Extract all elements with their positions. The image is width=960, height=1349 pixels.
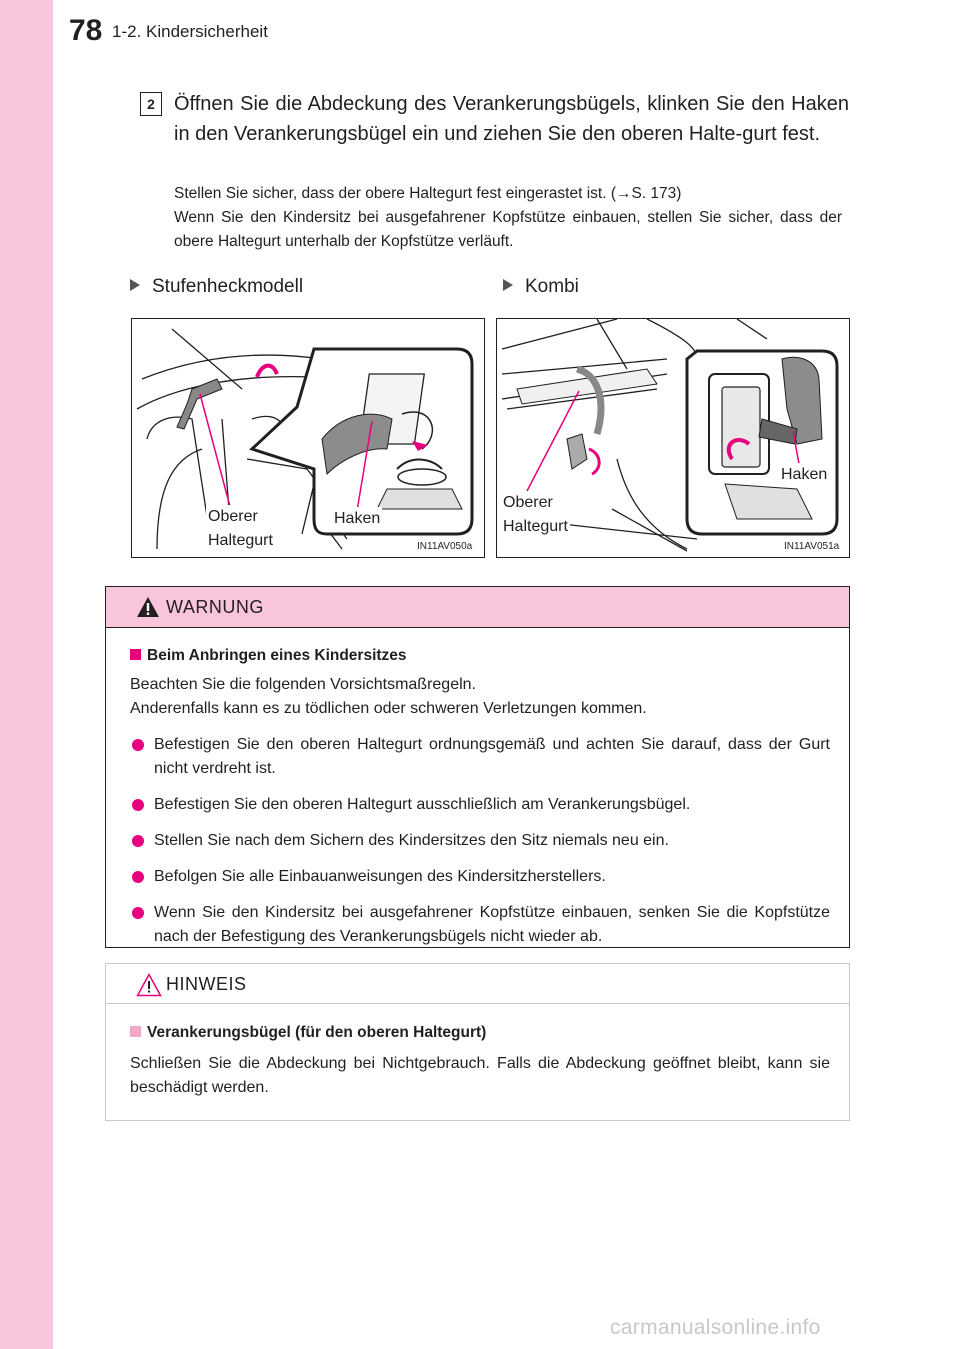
callout-strap: Oberer Haltegurt bbox=[206, 505, 275, 553]
triangle-bullet-icon bbox=[503, 279, 513, 291]
square-bullet-icon bbox=[130, 1026, 141, 1037]
circle-bullet-icon bbox=[132, 799, 144, 811]
callout-hook: Haken bbox=[779, 463, 829, 487]
triangle-bullet-icon bbox=[130, 279, 140, 291]
section-title: 1-2. Kindersicherheit bbox=[112, 22, 268, 41]
notice-text: Schließen Sie die Abdeckung bei Nichtgebrauch. Falls die Abdeckung geöffnet bleibt, kann sie beschädigt werden. bbox=[130, 1055, 830, 1096]
sedan-illustration bbox=[132, 319, 484, 557]
warning-body bbox=[130, 645, 830, 949]
step-note: Wenn Sie den Kindersitz bei ausgefahrener Kopfstütze einbauen, stellen Sie sicher, dass der obere Haltegurt unterhalb der Kopfstütze verläuft. bbox=[174, 209, 842, 250]
notice-body bbox=[130, 1022, 830, 1100]
notice-heading: Verankerungsbügel (für den oberen Haltegurt) bbox=[130, 1022, 830, 1044]
warning-title: WARNUNG bbox=[166, 597, 264, 617]
warning-bullet: Befestigen Sie den oberen Haltegurt ordnungsgemäß und achten Sie darauf, dass der Gurt nicht verdreht ist. bbox=[130, 733, 830, 781]
figure-label-sedan: Stufenheckmodell bbox=[130, 276, 303, 298]
warning-bullet: Wenn Sie den Kindersitz bei ausgefahrener Kopfstütze einbauen, senken Sie die Kopfstütze nach der Befestigung des Verankerungsbügels nicht wieder ab. bbox=[130, 901, 830, 949]
figure-sedan bbox=[131, 318, 485, 558]
step-notes bbox=[174, 182, 842, 254]
step-number-badge: 2 bbox=[140, 92, 162, 116]
notice-triangle-icon bbox=[136, 973, 162, 997]
step-instruction: Öffnen Sie die Abdeckung des Verankerungsbügels, klinken Sie den Haken in den Verankerungsbügel ein und ziehen Sie den oberen Halte-gurt fest. bbox=[174, 93, 849, 145]
figure-code: IN11AV050a bbox=[417, 541, 473, 552]
circle-bullet-icon bbox=[132, 871, 144, 883]
square-bullet-icon bbox=[130, 649, 141, 660]
warning-intro: Beachten Sie die folgenden Vorsichtsmaßregeln. Anderenfalls kann es zu tödlichen oder schweren Verletzungen kommen. bbox=[130, 676, 647, 717]
notice-box bbox=[105, 963, 850, 1121]
figure-wagon bbox=[496, 318, 850, 558]
warning-bullet: Befestigen Sie den oberen Haltegurt ausschließlich am Verankerungsbügel. bbox=[130, 793, 830, 817]
figure-code: IN11AV051a bbox=[784, 541, 840, 552]
warning-bullet: Stellen Sie nach dem Sichern des Kindersitzes den Sitz niemals neu ein. bbox=[130, 829, 830, 853]
callout-strap: Oberer Haltegurt bbox=[501, 491, 570, 539]
warning-triangle-icon bbox=[136, 596, 160, 618]
warning-box bbox=[105, 586, 850, 948]
warning-bullet: Befolgen Sie alle Einbauanweisungen des Kindersitzherstellers. bbox=[130, 865, 830, 889]
circle-bullet-icon bbox=[132, 907, 144, 919]
watermark: carmanualsonline.info bbox=[610, 1316, 821, 1339]
page-number: 78 bbox=[69, 14, 103, 47]
figure-label-wagon: Kombi bbox=[503, 276, 579, 298]
callout-hook: Haken bbox=[332, 507, 382, 531]
warning-heading: Beim Anbringen eines Kindersitzes bbox=[130, 645, 830, 667]
notice-title: HINWEIS bbox=[166, 974, 247, 994]
warning-header bbox=[106, 587, 849, 628]
circle-bullet-icon bbox=[132, 835, 144, 847]
step-note: Stellen Sie sicher, dass der obere Haltegurt fest eingerastet ist. (→S. 173) bbox=[174, 185, 682, 202]
circle-bullet-icon bbox=[132, 739, 144, 751]
sidebar-tab bbox=[0, 0, 53, 1349]
notice-header bbox=[106, 964, 849, 1004]
